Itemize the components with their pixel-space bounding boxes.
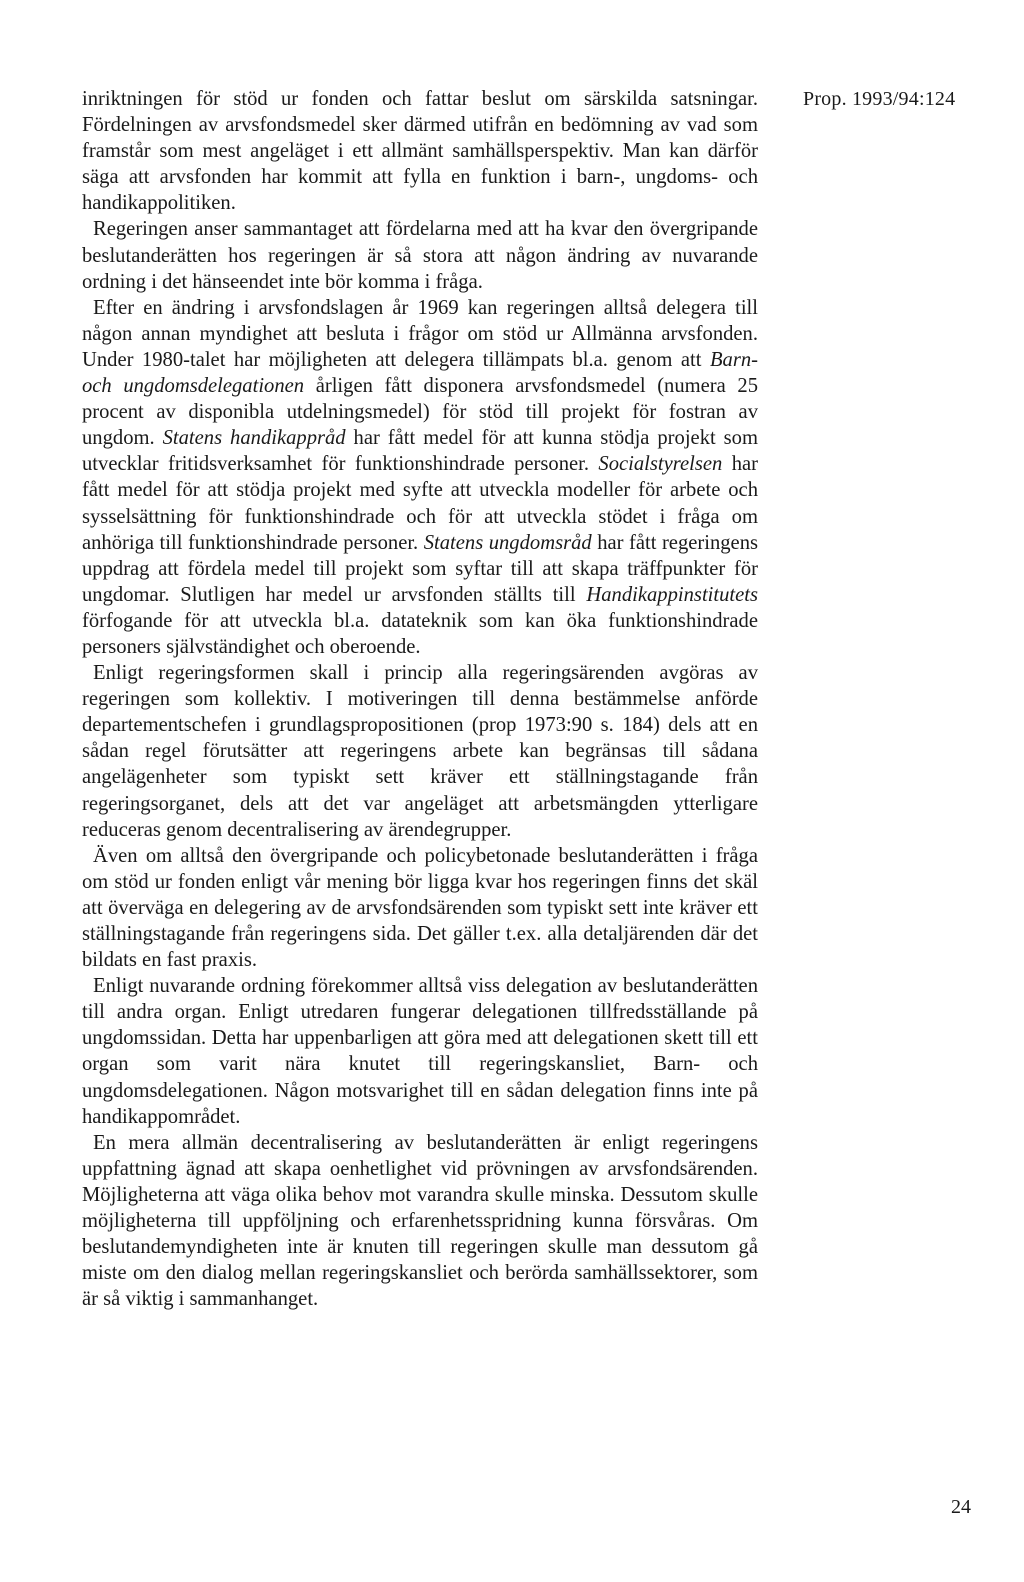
paragraph-4: Enligt regeringsformen skall i princip alla regeringsärenden avgöras av regeringen som kollektiv. I motiveringen till denna bestämmelse anförde departementschefen i grundlagspropositionen (prop 1973:90 s. 184) dels att en sådan regel förutsätter att regeringens arbete kan begränsas till sådana angelägenheter som typiskt sett kräver ett ställningstagande från regeringsorganet, dels att det var angeläget att arbetsmängden ytterligare reduceras genom decentralisering av ärendegrupper.: [82, 662, 758, 841]
paragraph-6: Enligt nuvarande ordning förekommer alltså viss delegation av beslutanderätten till andra organ. Enligt utredaren fungerar delegationen tillfredsställande på ungdomssidan. Detta har uppenbarligen att göra med att delegationen skett till ett organ som varit nära knutet till regeringskansliet, Barn- och ungdomsdelegationen. Någon motsvarighet till en sådan delegation finns inte på handikappområdet.: [82, 975, 758, 1128]
running-header: Prop. 1993/94:124: [803, 88, 956, 110]
organization-name-socialstyrelsen: Socialstyrelsen: [598, 453, 723, 476]
page-number: 24: [951, 1496, 971, 1518]
paragraph-3-text-1: Efter en ändring i arvsfondslagen år 1969 kan regeringen alltså delegera till någon annan myndighet att besluta i frågor om stöd ur Allmänna arvsfonden. Under 1980-talet har möjligheten att delegera tillämpats bl.a. genom att: [82, 296, 758, 371]
paragraph-7: En mera allmän decentralisering av beslutanderätten är enligt regeringens uppfattning ägnad att skapa oenhetlighet vid prövningen av arvsfondsärenden. Möjligheterna att väga olika behov mot varandra skulle minska. Dessutom skulle möjligheterna till uppföljning och erfarenhetsspridning kunna försvåras. Om beslutandemyndigheten inte är knuten till regeringen skulle man dessutom gå miste om den dialog mellan regeringskansliet och berörda samhällssektorer, som är så viktig i sammanhanget.: [82, 1131, 758, 1311]
paragraph-2: Regeringen anser sammantaget att fördelarna med att ha kvar den övergripande beslutanderätten hos regeringen är så stora att någon ändring av nuvarande ordning i det hänseendet inte bör komma i fråga.: [82, 218, 758, 293]
paragraph-3-text-5: har fått regeringens uppdrag att fördela medel till projekt som syftar till att skapa träffpunkter för ungdomar. Slutligen har medel ur arvsfonden ställts till: [82, 531, 759, 606]
organization-name-statens-handikapprad: Statens handikappråd: [162, 427, 346, 450]
paragraph-3: [82, 295, 758, 660]
paragraph-5: Även om alltså den övergripande och policybetonade beslutanderätten i fråga om stöd ur fonden enligt vår mening bör ligga kvar hos regeringen finns det skäl att överväga en delegering av de arvsfondsärenden som typiskt sett inte kräver ett ställningstagande från regeringens sida. Det gäller t.ex. alla detaljärenden där det bildats en fast praxis.: [82, 844, 758, 972]
organization-name-handikappinstitutet: Handikappinstitutets: [586, 583, 758, 606]
paragraph-3-text-6: förfogande för att utveckla bl.a. datateknik som kan öka funktionshindrade personers självständighet och oberoende.: [82, 609, 758, 658]
paragraph-3-text-3: har fått medel för att kunna stödja projekt som utvecklar fritidsverksamhet för funktionshindrade personer.: [82, 427, 759, 476]
paragraph-1: inriktningen för stöd ur fonden och fattar beslut om särskilda satsningar. Fördelningen av arvsfondsmedel sker därmed utifrån en bedömning av vad som framstår som mest angeläget i ett allmänt samhällsperspektiv. Man kan därför säga att arvsfonden har kommit att fylla en funktion i barn-, ungdoms- och handikappolitiken.: [82, 88, 758, 215]
paragraph-3-text-4: har fått medel för att stödja projekt med syfte att utveckla modeller för arbete och sysselsättning för funktionshindrade och för att utveckla stödet i fråga om anhöriga till funktionshindrade personer.: [82, 453, 759, 554]
organization-name-barn-och-ungdomsdelegationen: Barn- och ungdomsdelegationen: [82, 348, 758, 398]
paragraph-3-text-2: årligen fått disponera arvsfondsmedel (numera 25 procent av disponibla utdelningsmedel) för stöd till projekt för fostran av ungdom.: [82, 375, 759, 450]
body-text: [82, 86, 758, 1312]
organization-name-statens-ungdomsrad: Statens ungdomsråd: [423, 531, 592, 554]
